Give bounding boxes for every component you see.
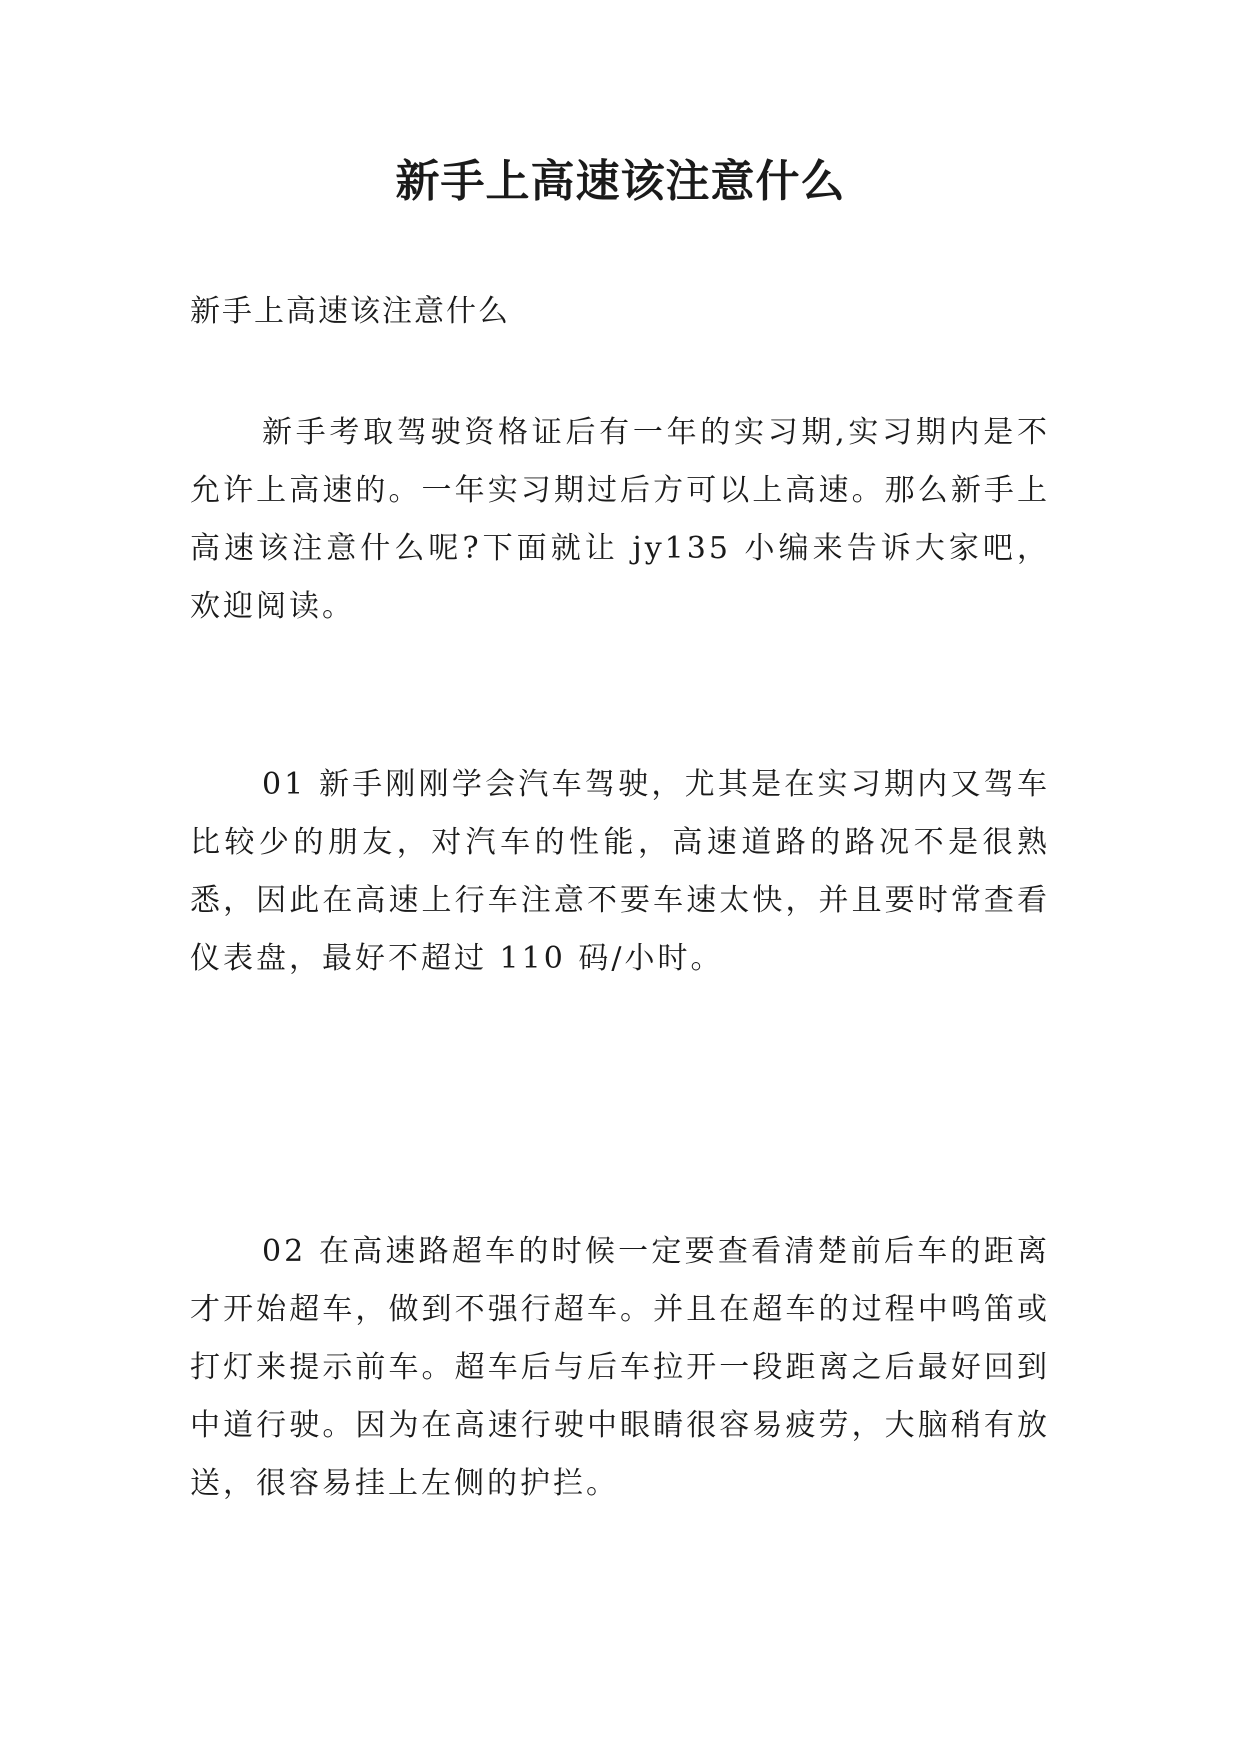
document-subtitle: 新手上高速该注意什么 [190, 294, 510, 329]
paragraph-intro: 新手考取驾驶资格证后有一年的实习期,实习期内是不允许上高速的。一年实习期过后方可以上高速。那么新手上高速该注意什么呢?下面就让 jy135 小编来告诉大家吧，欢迎阅读。 [190, 415, 1050, 624]
paragraph-01: 01 新手刚刚学会汽车驾驶，尤其是在实习期内又驾车比较少的朋友，对汽车的性能，高速道路的路况不是很熟悉，因此在高速上行车注意不要车速太快，并且要时常查看仪表盘，最好不超过 110 码/小时。 [190, 767, 1050, 976]
document-title: 新手上高速该注意什么 [395, 156, 846, 207]
paragraph-02: 02 在高速路超车的时候一定要查看清楚前后车的距离才开始超车，做到不强行超车。并且在超车的过程中鸣笛或打灯来提示前车。超车后与后车拉开一段距离之后最好回到中道行驶。因为在高速行驶中眼睛很容易疲劳，大脑稍有放送，很容易挂上左侧的护拦。 [190, 1234, 1050, 1501]
